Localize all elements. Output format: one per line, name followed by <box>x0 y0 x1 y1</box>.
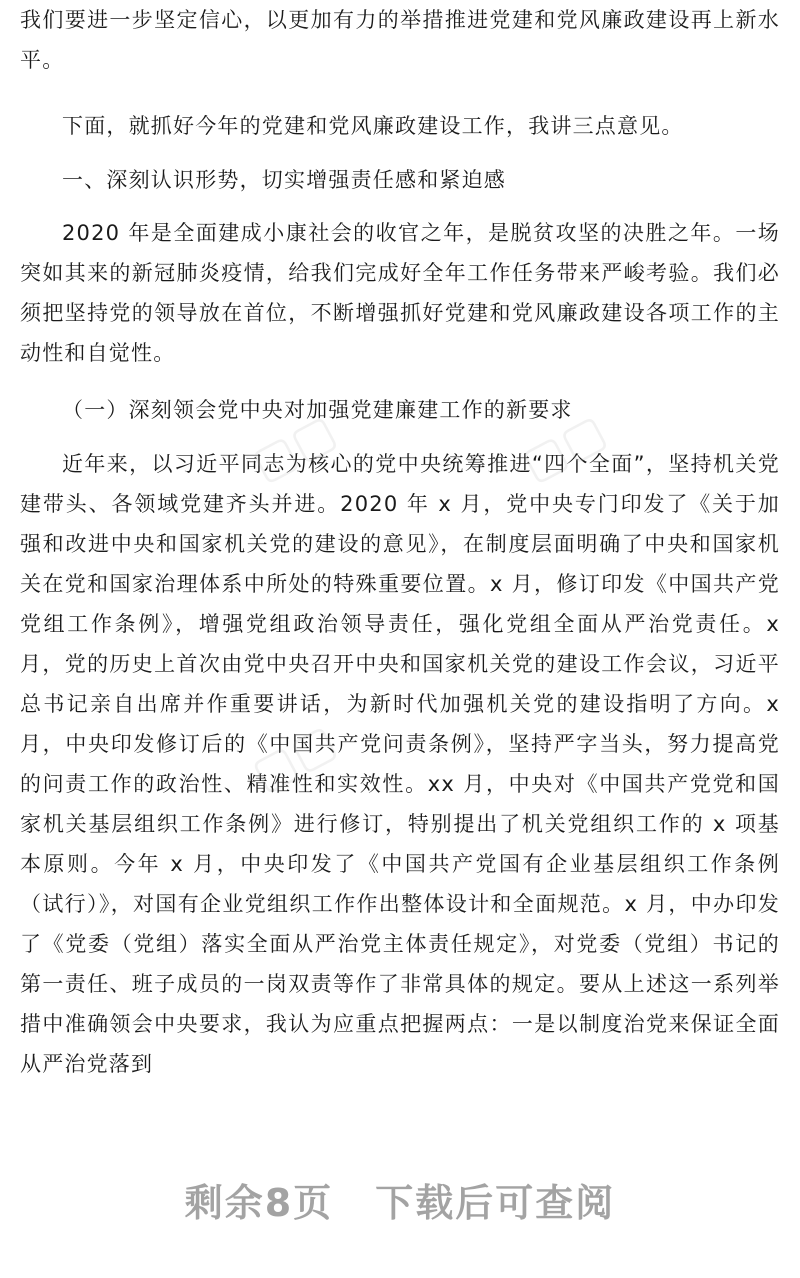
remaining-pages-label: 剩余8页 <box>184 1181 334 1225</box>
download-to-view-label: 下载后可查阅 <box>375 1181 616 1225</box>
paragraph-body: 2020 年是全面建成小康社会的收官之年，是脱贫攻坚的决胜之年。一场突如其来的新冠肺炎疫情，给我们完成好全年工作任务带来严峻考验。我们必须把坚持党的领导放在首位，不断增强抓好党建和党风廉政建设各项工作的主动性和自觉性。 <box>20 221 780 365</box>
watermark-icon: ▢▢ <box>242 712 345 802</box>
paragraph-continuation: 我们要进一步坚定信心，以更加有力的举措推进党建和党风廉政建设再上新水平。 <box>20 8 780 72</box>
download-prompt[interactable] <box>0 1172 800 1227</box>
watermark-icon: ▢▢ <box>512 402 615 492</box>
subsection-heading-1: （一）深刻领会党中央对加强党建廉建工作的新要求 <box>62 398 573 422</box>
watermark-icon: ▢▢ <box>242 402 345 492</box>
section-heading-1: 一、深刻认识形势，切实增强责任感和紧迫感 <box>62 168 506 192</box>
paragraph-intro: 下面，就抓好今年的党建和党风廉政建设工作，我讲三点意见。 <box>62 114 684 138</box>
paragraph-body-long: 近年来，以习近平同志为核心的党中央统筹推进“四个全面”，坚持机关党建带头、各领域党建齐头并进。2020 年 x 月，党中央专门印发了《关于加强和改进中央和国家机关党的建设的意见》，在制度层面明确了中央和国家机关在党和国家治理体系中所处的特殊重要位置。x 月，修订印发《中国共产党党组工作条例》，增强党组政治领导责任，强化党组全面从严治党责任。x 月，党的历史上首次由党中央召开中央和国家机关党的建设工作会议，习近平总书记亲自出席并作重要讲话，为新时代加强机关党的建设指明了方向。x 月，中央印发修订后的《中国共产党问责条例》，坚持严字当头，努力提高党的问责工作的政治性、精准性和实效性。xx 月，中央对《中国共产党党和国家机关基层组织工作条例》进行修订，特别提出了机关党组织工作的 x 项基本原则。今年 x 月，中央印发了《中国共产党国有企业基层组织工作条例（试行）》，对国有企业党组织工作作出整体设计和全面规范。x 月，中办印发了《党委（党组）落实全面从严治党主体责任规定》，对党委（党组）书记的第一责任、班子成员的一岗双责等作了非常具体的规定。要从上述这一系列举措中准确领会中央要求，我认为应重点把握两点：一是以制度治党来保证全面从严治党落到 <box>20 452 780 1076</box>
